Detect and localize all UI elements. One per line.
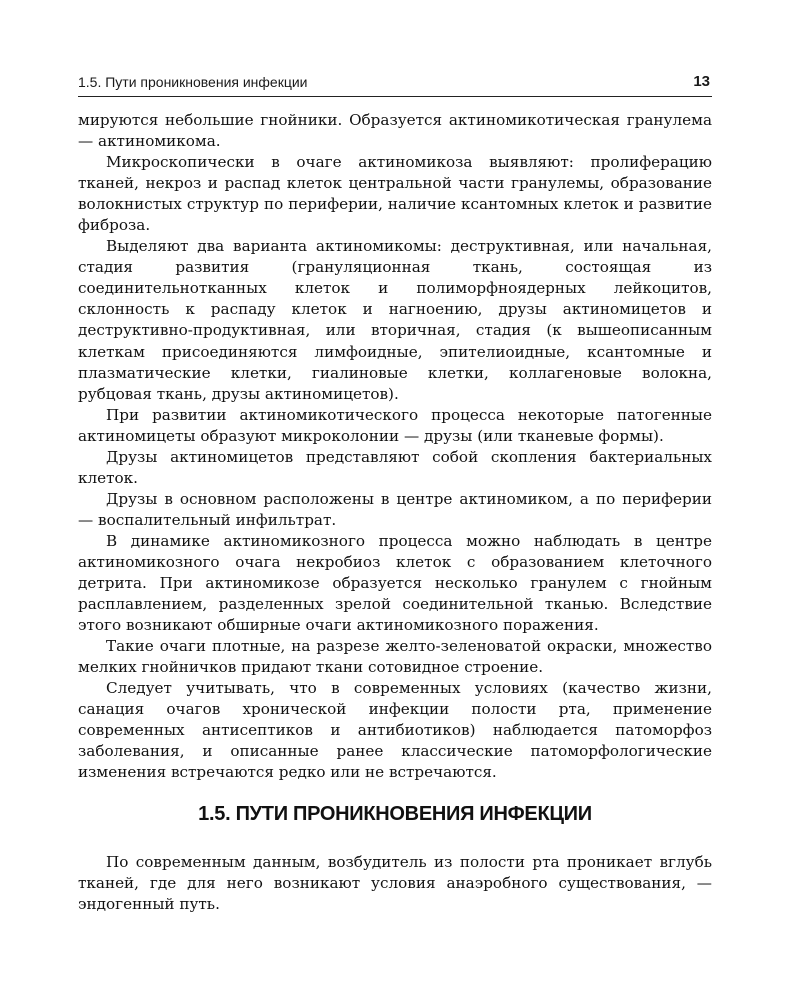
paragraph: Микроскопически в очаге актиномикоза выявляют: пролиферацию тканей, некроз и распад клеток центральной части гранулемы, образование волокнистых структур по периферии, наличие ксантомных клеток и развитие фиброза. (78, 153, 712, 235)
header-rule (78, 96, 712, 97)
paragraph: По современным данным, возбудитель из полости рта проникает вглубь тканей, где для него возникают условия анаэробного существования, — эндогенный путь. (78, 853, 712, 914)
running-head-title: 1.5. Пути проникновения инфекции (78, 74, 308, 90)
paragraph: Такие очаги плотные, на разрезе желто-зеленоватой окраски, множество мелких гнойничков придают ткани сотовидное строение. (78, 637, 712, 677)
section-heading: 1.5. ПУТИ ПРОНИКНОВЕНИЯ ИНФЕКЦИИ (198, 803, 592, 825)
section-body (78, 852, 712, 915)
paragraph-continued: мируются небольшие гнойники. Образуется актиномикотическая гранулема — актиномикома. (78, 111, 712, 151)
paragraph: Друзы актиномицетов представляют собой скопления бактериальных клеток. (78, 447, 712, 487)
paragraph: При развитии актиномикотического процесса некоторые патогенные актиномицеты образуют микроколонии — друзы (или тканевые формы). (78, 405, 712, 445)
paragraph: Друзы в основном расположены в центре актиномиком, а по периферии — воспалительный инфильтрат. (78, 489, 712, 529)
paragraph: В динамике актиномикозного процесса можно наблюдать в центре актиномикозного очага некробиоз клеток с образованием клеточного детрита. При актиномикозе образуется несколько гранулем с гнойным расплавлением, разделенных зрелой соединительной тканью. Вследствие этого возникают обширные очаги актиномикозного поражения. (78, 531, 712, 635)
page-number: 13 (693, 73, 710, 90)
running-head (78, 72, 712, 94)
body-text (78, 110, 712, 784)
paragraph: Следует учитывать, что в современных условиях (качество жизни, санация очагов хронической инфекции полости рта, применение современных антисептиков и антибиотиков) наблюдается патоморфоз заболевания, и описанные ранее классические патоморфологические изменения встречаются редко или не встречаются. (78, 679, 712, 782)
paragraph: Выделяют два варианта актиномикомы: деструктивная, или начальная, стадия развития (грануляционная ткань, состоящая из соединительнотканных клеток и полиморфноядерных лейкоцитов, склонность к распаду клеток и нагноению, друзы актиномицетов и деструктивно-продуктивная, или вторичная, стадия (к вышеописанным клеткам присоединяются лимфоидные, эпителиоидные, ксантомные и плазматические клетки, гиалиновые клетки, коллагеновые волокна, рубцовая ткань, друзы актиномицетов). (78, 237, 712, 403)
